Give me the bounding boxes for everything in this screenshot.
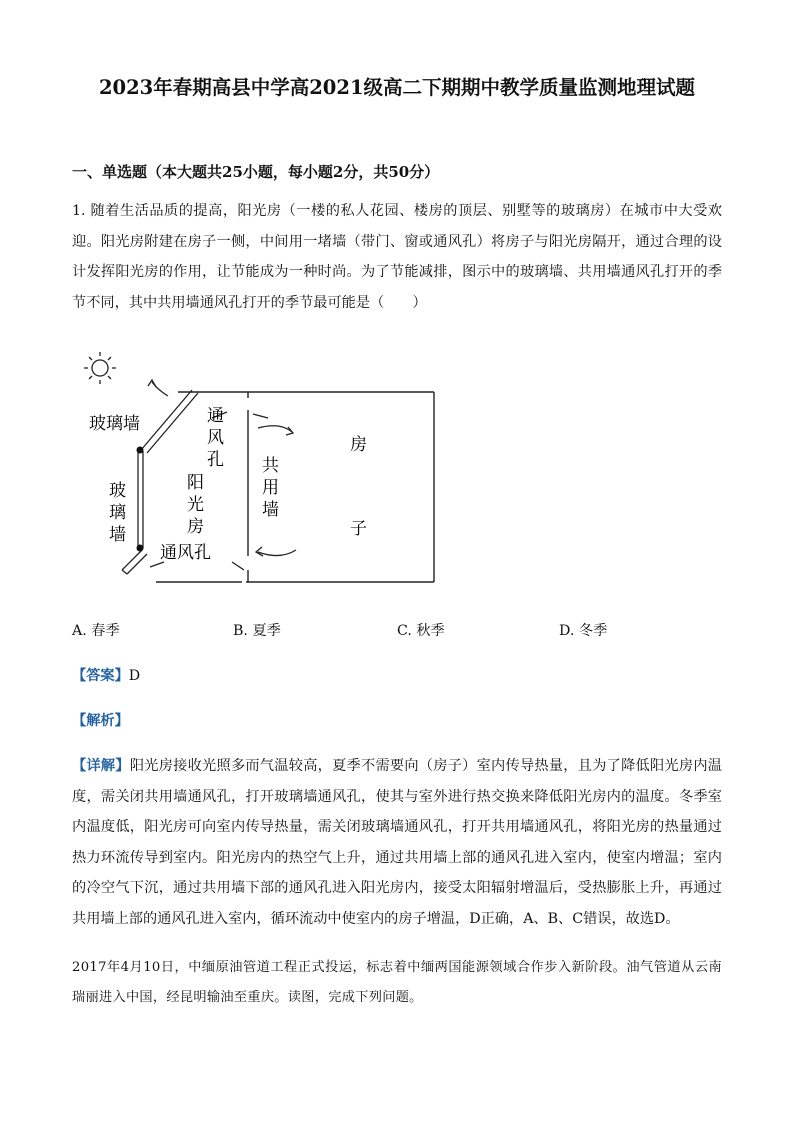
section-heading: 一、单选题（本大题共25小题，每小题2分，共50分） xyxy=(72,163,440,181)
label-house-2: 子 xyxy=(350,519,367,539)
answer-line xyxy=(72,665,140,685)
detail-text: 阳光房接收光照多而气温较高，夏季不需要向（房子）室内传导热量，且为了降低阳光房内温度，需关闭共用墙通风孔，打开玻璃墙通风孔，使其与室外进行热交换来降低阳光房内的温度。冬季室内温度低，阳光房可向室内传导热量，需关闭玻璃墙通风孔，打开共用墙通风孔，将阳光房的热量通过热力环流传导到室内。阳光房内的热空气上升，通过共用墙上部的通风孔进入室内，使室内增温；室内的冷空气下沉，通过共用墙下部的通风孔进入阳光房内，接受太阳辐射增温后，受热膨胀上升，再通过共用墙上部的通风孔进入室内，循环流动中使室内的房子增温，D正确，A、B、C错误，故选D。 xyxy=(72,758,722,927)
shared-vent-top-flap xyxy=(253,414,268,418)
label-vent-top-2: 风 xyxy=(207,428,224,448)
label-glass-wall-left xyxy=(109,481,126,545)
answer-tag: 【答案】 xyxy=(72,668,129,684)
sunroom-diagram-svg xyxy=(72,338,442,588)
label-house-1: 房 xyxy=(350,435,367,455)
option-b[interactable]: B. 夏季 xyxy=(233,623,281,639)
option-d[interactable]: D. 冬季 xyxy=(559,623,608,639)
option-a[interactable]: A. 春季 xyxy=(72,623,120,639)
label-sunroom xyxy=(187,473,204,537)
sun-icon xyxy=(84,352,116,384)
sunroom-diagram xyxy=(72,338,442,588)
label-shared-2: 用 xyxy=(262,478,279,498)
detail-explanation xyxy=(72,751,722,935)
glass-joint-bottom xyxy=(137,545,144,552)
question-2-stem: 2017年4月10日，中缅原油管道工程正式投运，标志着中缅两国能源领域合作步入新阶段。油气管道从云南瑞丽进入中国，经昆明输油至重庆。读图，完成下列问题。 xyxy=(72,960,722,1005)
label-sunroom-1: 阳 xyxy=(187,473,204,493)
label-vent-bottom: 通风孔 xyxy=(160,543,211,563)
answer-value: D xyxy=(128,668,141,684)
label-sunroom-3: 房 xyxy=(187,517,204,537)
label-shared-3: 墙 xyxy=(262,500,279,520)
glass-joint-top xyxy=(137,447,144,454)
label-vent-top-3: 孔 xyxy=(207,450,224,470)
label-vent-top xyxy=(207,406,224,470)
analysis-tag: 【解析】 xyxy=(72,713,129,729)
shared-vent-bottom-flap xyxy=(232,562,244,570)
detail-tag: 【详解】 xyxy=(72,758,130,774)
label-glass-left-1: 玻 xyxy=(109,481,126,501)
label-glass-left-3: 墙 xyxy=(109,525,126,545)
label-shared-wall xyxy=(262,456,279,520)
question-1-stem: 1. 随着生活品质的提高，阳光房（一楼的私人花园、楼房的顶层、别墅等的玻璃房）在城市中大受欢迎。阳光房附建在房子一侧，中间用一堵墙（带门、窗或通风孔）将房子与阳光房隔开，通过合理的设计发挥阳光房的作用，让节能成为一种时尚。为了节能减排，图示中的玻璃墙、共用墙通风孔打开的季节不同，其中共用墙通风孔打开的季节最可能是（ ） xyxy=(72,203,722,311)
label-shared-1: 共 xyxy=(262,456,279,476)
label-glass-wall-top: 玻璃墙 xyxy=(89,414,140,434)
question-1-options xyxy=(72,620,722,644)
option-c[interactable]: C. 秋季 xyxy=(397,623,445,639)
label-glass-left-2: 璃 xyxy=(109,503,126,523)
label-sunroom-2: 光 xyxy=(187,495,204,515)
page-title: 2023年春期高县中学高2021级高二下期期中教学质量监测地理试题 xyxy=(98,76,696,99)
label-vent-top-1: 通 xyxy=(207,406,224,426)
